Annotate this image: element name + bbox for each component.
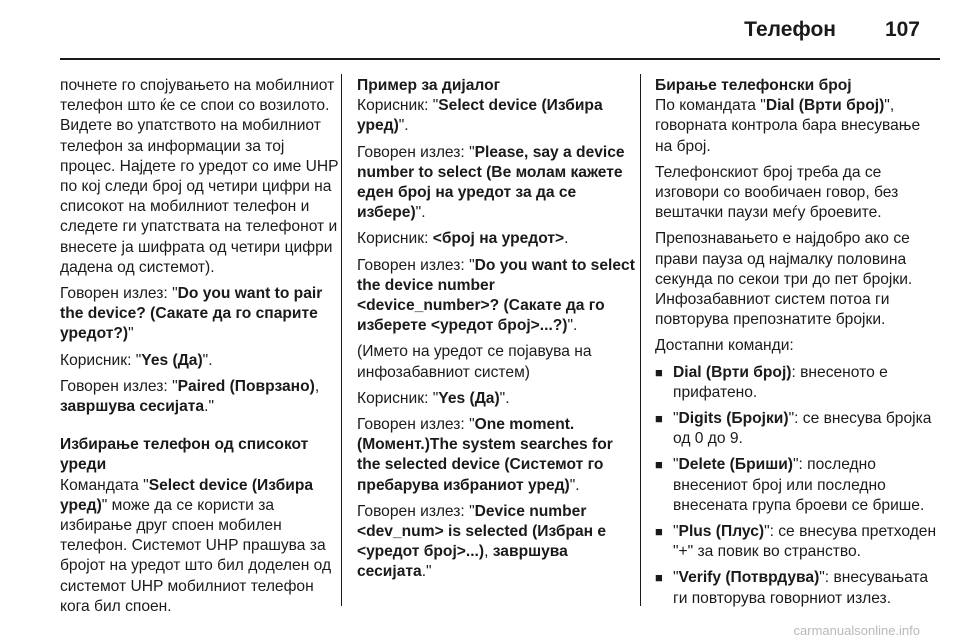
bullet-item: ■ "Delete (Бриши)": последно внесениот број или последно внесената група броеви се брише. [655, 455, 940, 516]
page-header [0, 0, 960, 50]
section-title: Телефон [744, 18, 836, 41]
bullet-item: ■ Dial (Врти број): внесеното е прифатено. [655, 363, 940, 403]
paragraph: Корисник: "Yes (Да)". [60, 351, 213, 369]
bullet-item: ■ "Verify (Потврдува)": внесувањата ги повторува говорниот излез. [655, 568, 940, 608]
bullet-item: ■ "Plus (Плус)": се внесува претходен "+" за повик во странство. [655, 522, 940, 562]
paragraph: По командата "Dial (Врти број)", говорната контрола бара внесување на број. [655, 97, 921, 155]
paragraph: Корисник: "Yes (Да)". [357, 389, 510, 407]
paragraph: Телефонскиот број треба да се изговори со вообичаен говор, без вештачки паузи меѓу броевите. [655, 163, 899, 222]
paragraph: Достапни команди: [655, 337, 794, 355]
column-divider [341, 74, 342, 606]
paragraph: почнете го спојувањето на мобилниот телефон што ќе се спои со возилото. Видете во упатството на мобилниот телефон за информации за тој процес. Најдете го уредот со име UHP по кој следи број од четири цифри на списокот на мобилниот телефон и следете ги упатствата на телефонот и внесете ја шифрата од четири цифри дадена од системот). [60, 77, 339, 276]
column-1 [60, 76, 340, 623]
column-3 [655, 76, 940, 615]
paragraph: Препознавањето е најдобро ако се прави пауза од најмалку половина секунда по секои три до пет бројки. Инфозабавниот систем потоа ги повторува препознатите бројки. [655, 230, 913, 329]
paragraph: Говорен излез: "Do you want to pair the device? (Сакате да го спарите уредот?)" [60, 285, 323, 343]
page-number: 107 [884, 18, 920, 41]
paragraph: Говорен излез: "Paired (Поврзано), завршува сесијата." [60, 377, 320, 416]
paragraph: Говорен излез: "Please, say a device number to select (Ве молам кажете еден број на уредот за да се избере)". [357, 143, 625, 222]
section-heading: Бирање телефонски број [655, 77, 852, 94]
paragraph: (Името на уредот се појавува на инфозабавниот систем) [357, 343, 592, 381]
column-divider [640, 74, 641, 606]
paragraph: Говорен излез: "Device number <dev_num> is selected (Избран е <уредот број>...), завршува сесијата." [357, 502, 607, 581]
paragraph: Говорен излез: "One moment. (Момент.)The system searches for the selected device (Системот го пребарува избраниот уред)". [357, 416, 613, 494]
paragraph: Командата "Select device (Избира уред)" може да се користи за избирање друг споен мобилен телефон. Системот UHP прашува за бројот на уредот што бил доделен од системот UHP мобилниот телефон кога бил споен. [60, 476, 332, 615]
paragraph: Говорен излез: "Do you want to select the device number <device_number>? (Сакате да го изберете <уредот број>...?)". [357, 256, 635, 335]
paragraph: Корисник: <број на уредот>. [357, 230, 569, 248]
column-2 [357, 76, 640, 589]
paragraph: Корисник: "Select device (Избира уред)". [357, 97, 603, 135]
bullet-item: ■ "Digits (Бројки)": се внесува бројка од 0 до 9. [655, 409, 940, 449]
watermark: carmanualsonline.info [793, 623, 920, 638]
section-heading: Пример за дијалог [357, 77, 501, 94]
section-heading: Избирање телефон од списокот уреди [60, 436, 309, 474]
header-rule [60, 58, 940, 60]
